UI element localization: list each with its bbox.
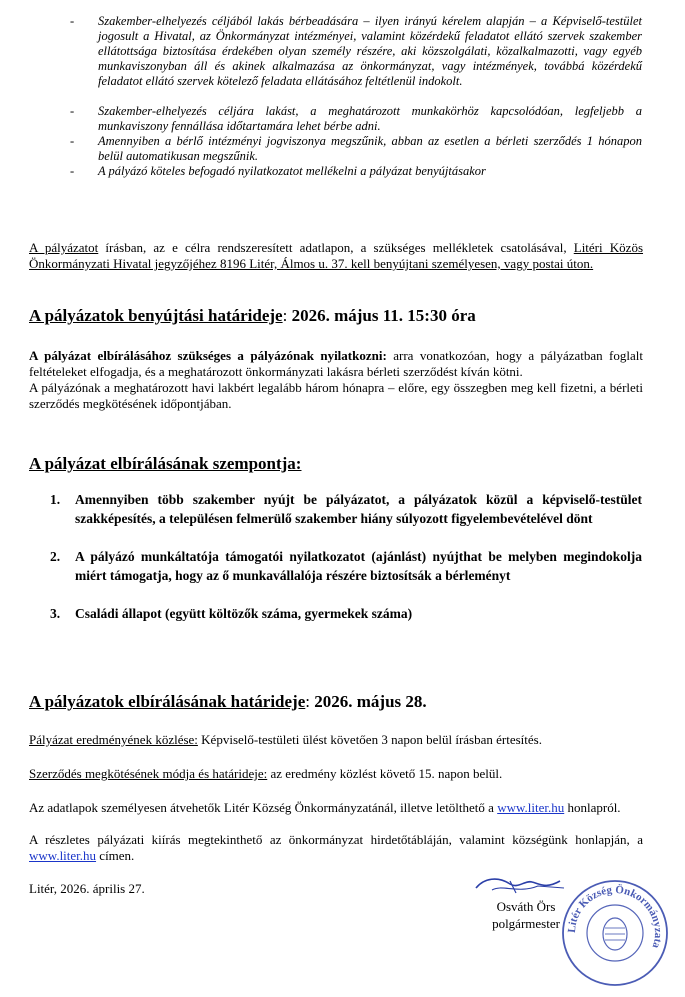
contract-paragraph bbox=[29, 766, 643, 782]
criteria-text: Családi állapot (együtt költözők száma, gyermekek száma) bbox=[75, 606, 413, 621]
dash-marker: - bbox=[70, 134, 75, 148]
criteria-number: 3. bbox=[50, 606, 61, 621]
conditions-list bbox=[70, 14, 642, 179]
signatory-name: Osváth Örs bbox=[496, 899, 556, 914]
declaration-paragraph bbox=[29, 348, 643, 412]
signatory-title: polgármester bbox=[492, 916, 560, 931]
list-item bbox=[70, 14, 642, 104]
declaration-text: arra vonatkozóan, hogy a pályázatban foglalt feltételeket elfogadja, és a meghatározott önkormányzati lakásra bérleti szerződést kíván kötni. bbox=[29, 348, 643, 379]
list-item-text: Szakember-elhelyezés céljára lakást, a meghatározott munkakörhöz kapcsolódóan, legfeljebb a munkaviszony fennállása időtartamára lehet bérbe adni. bbox=[98, 104, 642, 133]
forms-tail: honlapról. bbox=[564, 800, 621, 815]
criteria-text: A pályázó munkáltatója támogatói nyilatkozatot (ajánlást) nyújthat be melyben megindokolja miért támogatja, hogy az ő munkavállalója részére biztosítsák a bérleményt bbox=[75, 549, 642, 583]
submission-lead: A pályázatot bbox=[29, 240, 99, 255]
declaration-label: A pályázat elbírálásához szükséges a pályázónak nyilatkozni: bbox=[29, 348, 387, 363]
submission-text: írásban, az e célra rendszeresített adatlapon, a szükséges mellékletek csatolásával, bbox=[98, 240, 574, 255]
dash-marker: - bbox=[70, 104, 75, 118]
forms-text: Az adatlapok személyesen átvehetők Litér Község Önkormányzatánál, illetve letölthető a bbox=[29, 800, 498, 815]
stamp-text: Litér Község Önkormányzata bbox=[565, 883, 665, 950]
details-text: A részletes pályázati kiírás megtekinthető az önkormányzat hirdetőtábláján, valamint községünk honlapján, a bbox=[29, 832, 643, 847]
criteria-number: 2. bbox=[50, 549, 61, 564]
submission-address: Litéri Közös Önkormányzati Hivatal jegyzőjéhez 8196 Litér, Álmos u. 37. kell benyújtani személyesen, vagy postai úton. bbox=[29, 240, 644, 271]
list-item-text: A pályázó köteles befogadó nyilatkozatot mellékelni a pályázat benyújtásakor bbox=[98, 164, 486, 178]
result-paragraph bbox=[29, 732, 643, 748]
criteria-item bbox=[50, 547, 642, 585]
list-item-text: Amennyiben a bérlő intézményi jogviszonya megszűnik, abban az esetlen a bérleti szerződés 1 hónapon belül automatikusan megszűnik. bbox=[98, 134, 642, 163]
result-text: Képviselő-testületi ülést követően 3 napon belül írásban értesítés. bbox=[197, 732, 542, 747]
list-item bbox=[70, 104, 642, 134]
criteria-text: Amennyiben több szakember nyújt be pályázatot, a pályázatok közül a képviselő-testület szakképesítés, a településen felmerülő szakember hiány súlyozott figyelembevételével dönt bbox=[75, 492, 642, 526]
result-label: Pályázat eredményének közlése: bbox=[29, 732, 198, 747]
dash-marker: - bbox=[70, 14, 75, 28]
website-link[interactable]: www.liter.hu bbox=[497, 800, 565, 815]
deadline-separator: : bbox=[282, 306, 292, 325]
handwritten-signature bbox=[470, 872, 570, 900]
deadline-label: A pályázatok benyújtási határideje bbox=[29, 306, 283, 325]
submission-paragraph bbox=[29, 240, 643, 272]
deadline-value: 2026. május 28. bbox=[314, 692, 427, 711]
list-item bbox=[70, 164, 642, 179]
criteria-number: 1. bbox=[50, 492, 61, 507]
criteria-item bbox=[50, 490, 642, 528]
details-tail: címen. bbox=[96, 848, 135, 863]
list-item bbox=[70, 134, 642, 164]
dash-marker: - bbox=[70, 164, 75, 178]
deadline-label: A pályázatok elbírálásának határideje bbox=[29, 692, 306, 711]
criteria-item bbox=[50, 604, 642, 623]
details-paragraph bbox=[29, 832, 643, 864]
list-item-text: Szakember-elhelyezés céljából lakás bérbeadására – ilyen irányú kérelem alapján – a Képviselő-testület jogosult a Hivatal, az Önkormányzat intézményei, valamint közérdekű feladatot ellátó szervek szakember ellátottsága biztosítása érdekében olyan személy részére, aki közszolgálati, közalkalmazotti, vagy egyéb munkaviszonyban áll és akinek alkalmazása az önkormányzat, vagy intézmények, továbbá közérdekű feladatot ellátó szervek kötelező feladata ellátásához feltétlenül indokolt. bbox=[98, 14, 642, 88]
website-link[interactable]: www.liter.hu bbox=[29, 848, 97, 863]
forms-paragraph bbox=[29, 800, 643, 816]
criteria-heading bbox=[29, 454, 643, 474]
contract-label: Szerződés megkötésének módja és határideje: bbox=[29, 766, 268, 781]
contract-text: az eredmény közlést követő 15. napon belül. bbox=[267, 766, 503, 781]
submission-deadline bbox=[29, 306, 643, 326]
rent-prepayment-text: A pályázónak a meghatározott havi lakbért legalább három hónapra – előre, egy összegben meg kell fizetni, a bérleti szerződés megkötésének időpontjában. bbox=[29, 380, 643, 411]
criteria-heading-text: A pályázat elbírálásának szempontja: bbox=[29, 454, 302, 473]
deadline-separator: : bbox=[305, 692, 315, 711]
deadline-value: 2026. május 11. 15:30 óra bbox=[291, 306, 476, 325]
criteria-list bbox=[50, 490, 642, 623]
evaluation-deadline bbox=[29, 692, 643, 712]
official-stamp bbox=[560, 878, 670, 988]
place-date-text: Litér, 2026. április 27. bbox=[29, 881, 145, 896]
